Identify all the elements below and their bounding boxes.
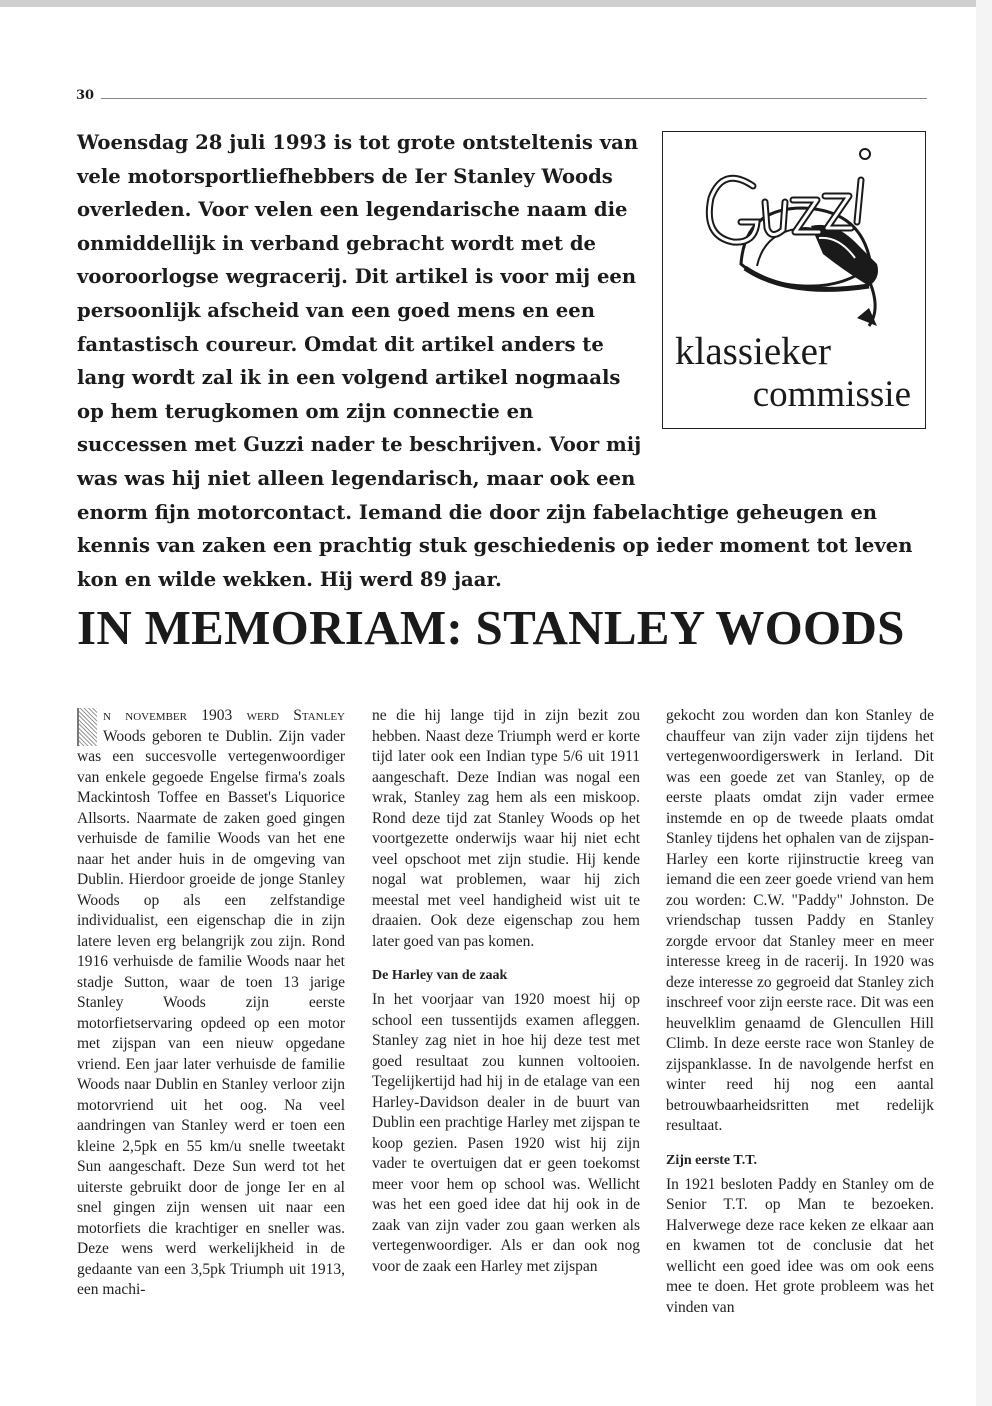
- lead-smallcaps: n november 1903 werd Stanley: [103, 707, 345, 724]
- scan-right-edge: [976, 0, 992, 1406]
- logo-text-commissie: commissie: [752, 374, 911, 415]
- scan-top-edge: [0, 0, 992, 7]
- page-number: 30: [76, 88, 95, 103]
- logo-text-klassieker: klassieker: [675, 330, 831, 373]
- column-3-paragraph-2: In 1921 besloten Paddy en Stanley om de Senior T.T. op Man te bezoeken. Halverwege deze race keken ze elkaar aan en kwamen tot de conclusie dat het wellicht een goed idee was om ook eens mee te doen. Het grote probleem was het vinden van: [666, 1175, 934, 1316]
- header-rule: [101, 98, 927, 99]
- article-column-2: [372, 706, 640, 1277]
- article-headline: IN MEMORIAM: STANLEY WOODS: [77, 600, 905, 655]
- article-paragraph: [77, 706, 345, 1301]
- column-2-paragraph-1: ne die hij lange tijd in zijn bezit zou hebben. Naast deze Triumph werd er korte tijd later ook een Indian type 5/6 uit 1911 aangeschaft. Deze Indian was nogal een wrak, Stanley zag hem als een miskoop. Rond deze tijd zat Stanley Woods op het voortgezette onderwijs waar hij niet echt veel opschoot met zijn studie. Hij kende nogal wat problemen, waar hij zich meestal met veel handigheid wist uit te draaien. Ook deze eigenschap zou hem later goed van pas komen.: [372, 707, 640, 950]
- column-3-paragraph-1: gekocht zou worden dan kon Stanley de chauffeur van zijn vader zijn tijdens het vertegenwoordigerswerk in Ierland. Dit was een goede zet van Stanley, op de eerste plaats omdat zijn vader ermee instemde en op de tweede plaats omdat Stanley tijdens het ophalen van de zijspan-Harley een korte rijinstructie kreeg van iemand die een zeer goede vriend van hem zou worden: C.W. "Paddy" Johnston. De vriendschap tussen Paddy en Stanley zorgde ervoor dat Stanley meer en meer interesse kreeg in de racerij. In 1920 was deze interesse zo gegroeid dat Stanley zich inschreef voor zijn eerste race. Dit was een heuvelklim genaamd de Glencullen Hill Climb. In deze eerste race won Stanley de zijspanklasse. In de navolgende herfst en winter reed hij nog een aantal betrouwbaarheidsritten met redelijk resultaat.: [666, 707, 934, 1134]
- section-heading-harley: De Harley van de zaak: [372, 968, 508, 983]
- dropcap-ornament: [77, 708, 97, 746]
- column-1-text: Woods geboren te Dublin. Zijn vader was een succesvolle vertegenwoordiger van enkele gegoede Engelse firma's zoals Mackintosh Toffee en Basset's Liquorice Allsorts. Naarmate de zaken goed gingen verhuisde de familie Woods van het ene naar het ander huis in de omgeving van Dublin. Hierdoor groeide de jonge Stanley Woods op als een zelfstandige individualist, een eigenschap die in zijn latere leven erg belangrijk zou zijn. Rond 1916 verhuisde de familie Woods naar het stadje Sutton, waar de toen 13 jarige Stanley Woods zijn eerste motorfietservaring opdeed op een motor met zijspan van een nieuw opgedane vriend. Een jaar later verhuisde de familie Woods naar Dublin en Stanley verloor zijn motorvriend uit het oog. Na veel aandringen van Stanley werd er toen een kleine 2,5pk en 55 km/u snelle tweetakt Sun aangeschaft. Deze Sun werd tot het uiterste gebruikt door de jonge Ier en al snel gingen zijn wensen uit naar een motorfiets die krachtiger en sneller was. Deze wens werd werkelijkheid in de gedaante van een 3,5pk Triumph uit 1913, een machi-: [77, 727, 345, 1298]
- guzzi-helmet-logo-icon: [693, 146, 903, 331]
- intro-text: Woensdag 28 juli 1993 is tot grote ontsteltenis van vele motorsportliefhebbers de Ier Stanley Woods overleden. Voor velen een legendarische naam die onmiddellijk in verband gebracht wordt met de vooroorlogse wegracerij. Dit artikel is voor mij een persoonlijk afscheid van een goed mens en een fantastisch coureur. Omdat dit artikel anders te lang wordt zal ik in een volgend artikel nogmaals op hem terugkomen om zijn connectie en successen met Guzzi nader te beschrijven. Voor mij was was hij niet alleen legendarisch, maar ook een enorm fijn motorcontact. Iemand die door zijn fabelachtige geheugen en kennis van zaken een prachtig stuk geschiedenis op ieder moment tot leven kon en wilde wekken. Hij werd 89 jaar.: [77, 131, 913, 591]
- article-column-3: [666, 706, 934, 1318]
- guzzi-logo-box: [662, 131, 926, 429]
- article-column-1: [77, 706, 345, 1301]
- section-heading-eerste-tt: Zijn eerste T.T.: [666, 1152, 757, 1168]
- column-2-paragraph-2: In het voorjaar van 1920 moest hij op school een tussentijds examen afleggen. Stanley zag niet in hoe hij deze test met goed resultaat zou kunnen voltooien. Tegelijkertijd had hij in de etalage van een Harley-Davidson dealer in de buurt van Dublin een prachtige Harley met zijspan te koop gezien. Pasen 1920 wist hij zijn vader te overtuigen dat er geen toekomst meer voor hem op school was. Wellicht was het een goed idee dat hij ook in de zaak van zijn vader zou gaan werken als vertegenwoordiger. Als er dan ook nog voor de zaak een Harley met zijspan: [372, 991, 640, 1275]
